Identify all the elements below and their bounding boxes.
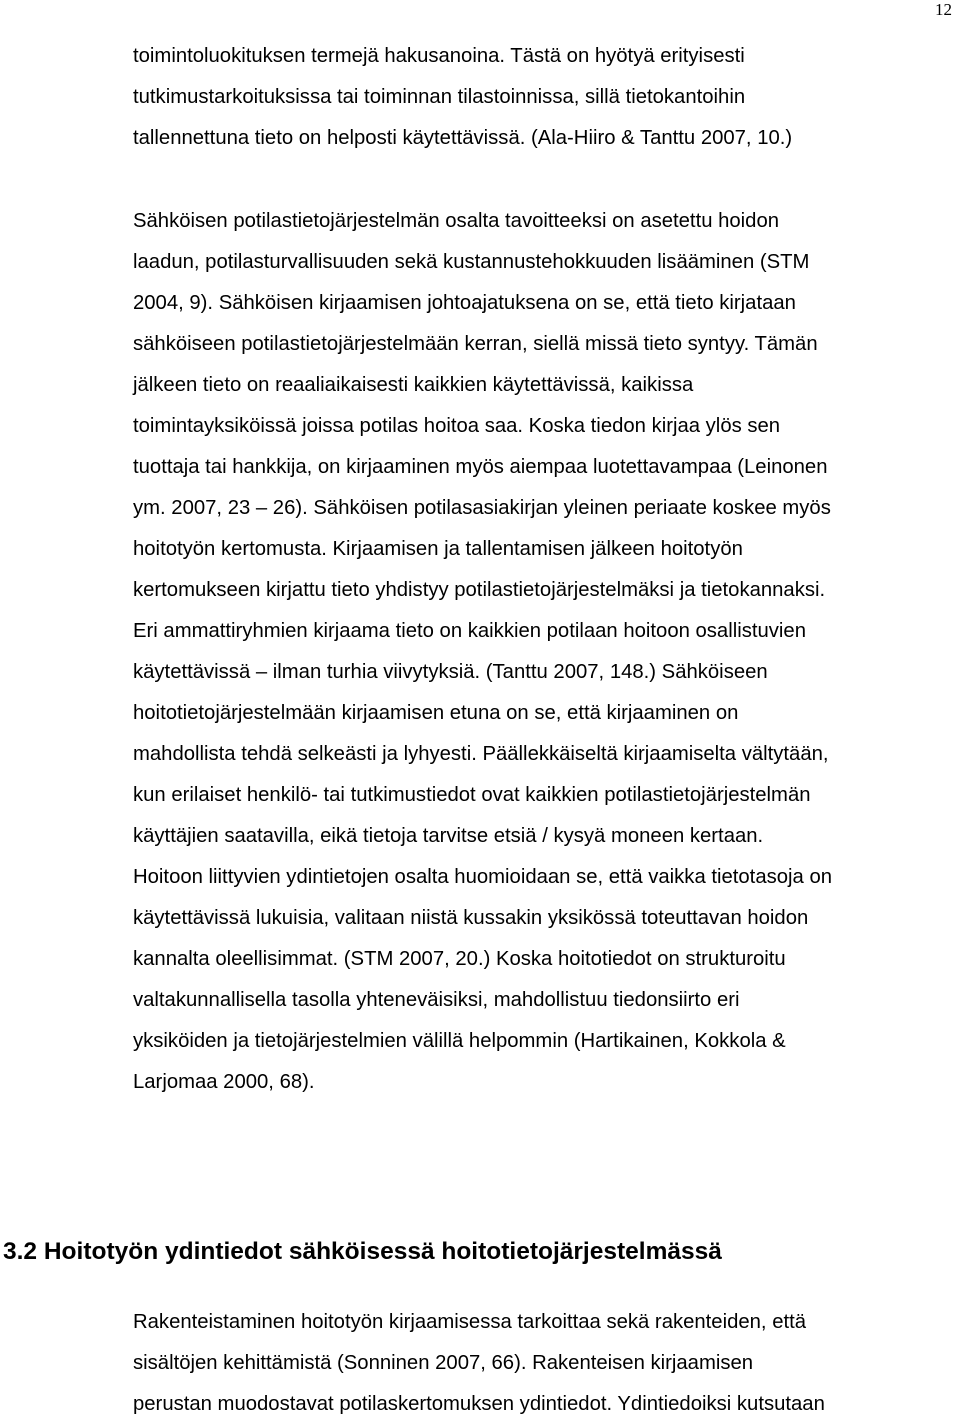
text-line: Sähköisen potilastietojärjestelmän osalta tavoitteeksi on asetettu hoidon <box>133 210 780 232</box>
text-line: Eri ammattiryhmien kirjaama tieto on kaikkien potilaan hoitoon osallistuvien <box>133 620 806 642</box>
text-line: yksiköiden ja tietojärjestelmien välillä helpommin (Hartikainen, Kokkola & <box>133 1030 786 1052</box>
paragraph-1 <box>133 36 792 159</box>
text-line: Rakenteistaminen hoitotyön kirjaamisessa tarkoittaa sekä rakenteiden, että <box>133 1311 807 1333</box>
text-line: käytettävissä – ilman turhia viivytyksiä. (Tanttu 2007, 148.) Sähköiseen <box>133 661 768 683</box>
section-heading: 3.2 Hoitotyön ydintiedot sähköisessä hoitotietojärjestelmässä <box>3 1238 722 1265</box>
text-line: kannalta oleellisimmat. (STM 2007, 20.) Koska hoitotiedot on strukturoitu <box>133 948 786 970</box>
text-line: käytettävissä lukuisia, valitaan niistä kussakin yksikössä toteuttavan hoidon <box>133 907 809 929</box>
page-number: 12 <box>935 0 952 19</box>
text-line: tutkimustarkoituksissa tai toiminnan tilastoinnissa, sillä tietokantoihin <box>133 86 746 108</box>
text-line: tuottaja tai hankkija, on kirjaaminen myös aiempaa luotettavampaa (Leinonen <box>133 456 828 478</box>
text-line: sisältöjen kehittämistä (Sonninen 2007, 66). Rakenteisen kirjaamisen <box>133 1352 754 1374</box>
text-line: perustan muodostavat potilaskertomuksen ydintiedot. Ydintiedoiksi kutsutaan <box>133 1393 825 1415</box>
text-line: toimintayksiköissä joissa potilas hoitoa saa. Koska tiedon kirjaa ylös sen <box>133 415 781 437</box>
text-line: hoitotyön kertomusta. Kirjaamisen ja tallentamisen jälkeen hoitotyön <box>133 538 743 560</box>
text-line: ym. 2007, 23 – 26). Sähköisen potilasasiakirjan yleinen periaate koskee myös <box>133 497 831 519</box>
text-line: hoitotietojärjestelmään kirjaamisen etuna on se, että kirjaaminen on <box>133 702 739 724</box>
text-line: toimintoluokituksen termejä hakusanoina. Tästä on hyötyä erityisesti <box>133 45 745 67</box>
text-line: kun erilaiset henkilö- tai tutkimustiedot ovat kaikkien potilastietojärjestelmän <box>133 784 811 806</box>
text-line: käyttäjien saatavilla, eikä tietoja tarvitse etsiä / kysyä moneen kertaan. <box>133 825 764 847</box>
text-line: laadun, potilasturvallisuuden sekä kustannustehokkuuden lisääminen (STM <box>133 251 810 273</box>
text-line: 2004, 9). Sähköisen kirjaamisen johtoajatuksena on se, että tieto kirjataan <box>133 292 796 314</box>
text-line: valtakunnallisella tasolla yhteneväisiksi, mahdollistuu tiedonsiirto eri <box>133 989 740 1011</box>
text-line: Hoitoon liittyvien ydintietojen osalta huomioidaan se, että vaikka tietotasoja on <box>133 866 832 888</box>
text-line: Larjomaa 2000, 68). <box>133 1071 315 1093</box>
text-line: jälkeen tieto on reaaliaikaisesti kaikkien käytettävissä, kaikissa <box>133 374 694 396</box>
paragraph-2 <box>133 201 832 1103</box>
text-line: tallennettuna tieto on helposti käytettävissä. (Ala-Hiiro & Tanttu 2007, 10.) <box>133 127 793 149</box>
text-line: kertomukseen kirjattu tieto yhdistyy potilastietojärjestelmäksi ja tietokannaksi. <box>133 579 826 601</box>
text-line: mahdollista tehdä selkeästi ja lyhyesti. Päällekkäiseltä kirjaamiselta vältytään, <box>133 743 829 765</box>
paragraph-3 <box>133 1302 825 1425</box>
text-line: sähköiseen potilastietojärjestelmään kerran, siellä missä tieto syntyy. Tämän <box>133 333 818 355</box>
